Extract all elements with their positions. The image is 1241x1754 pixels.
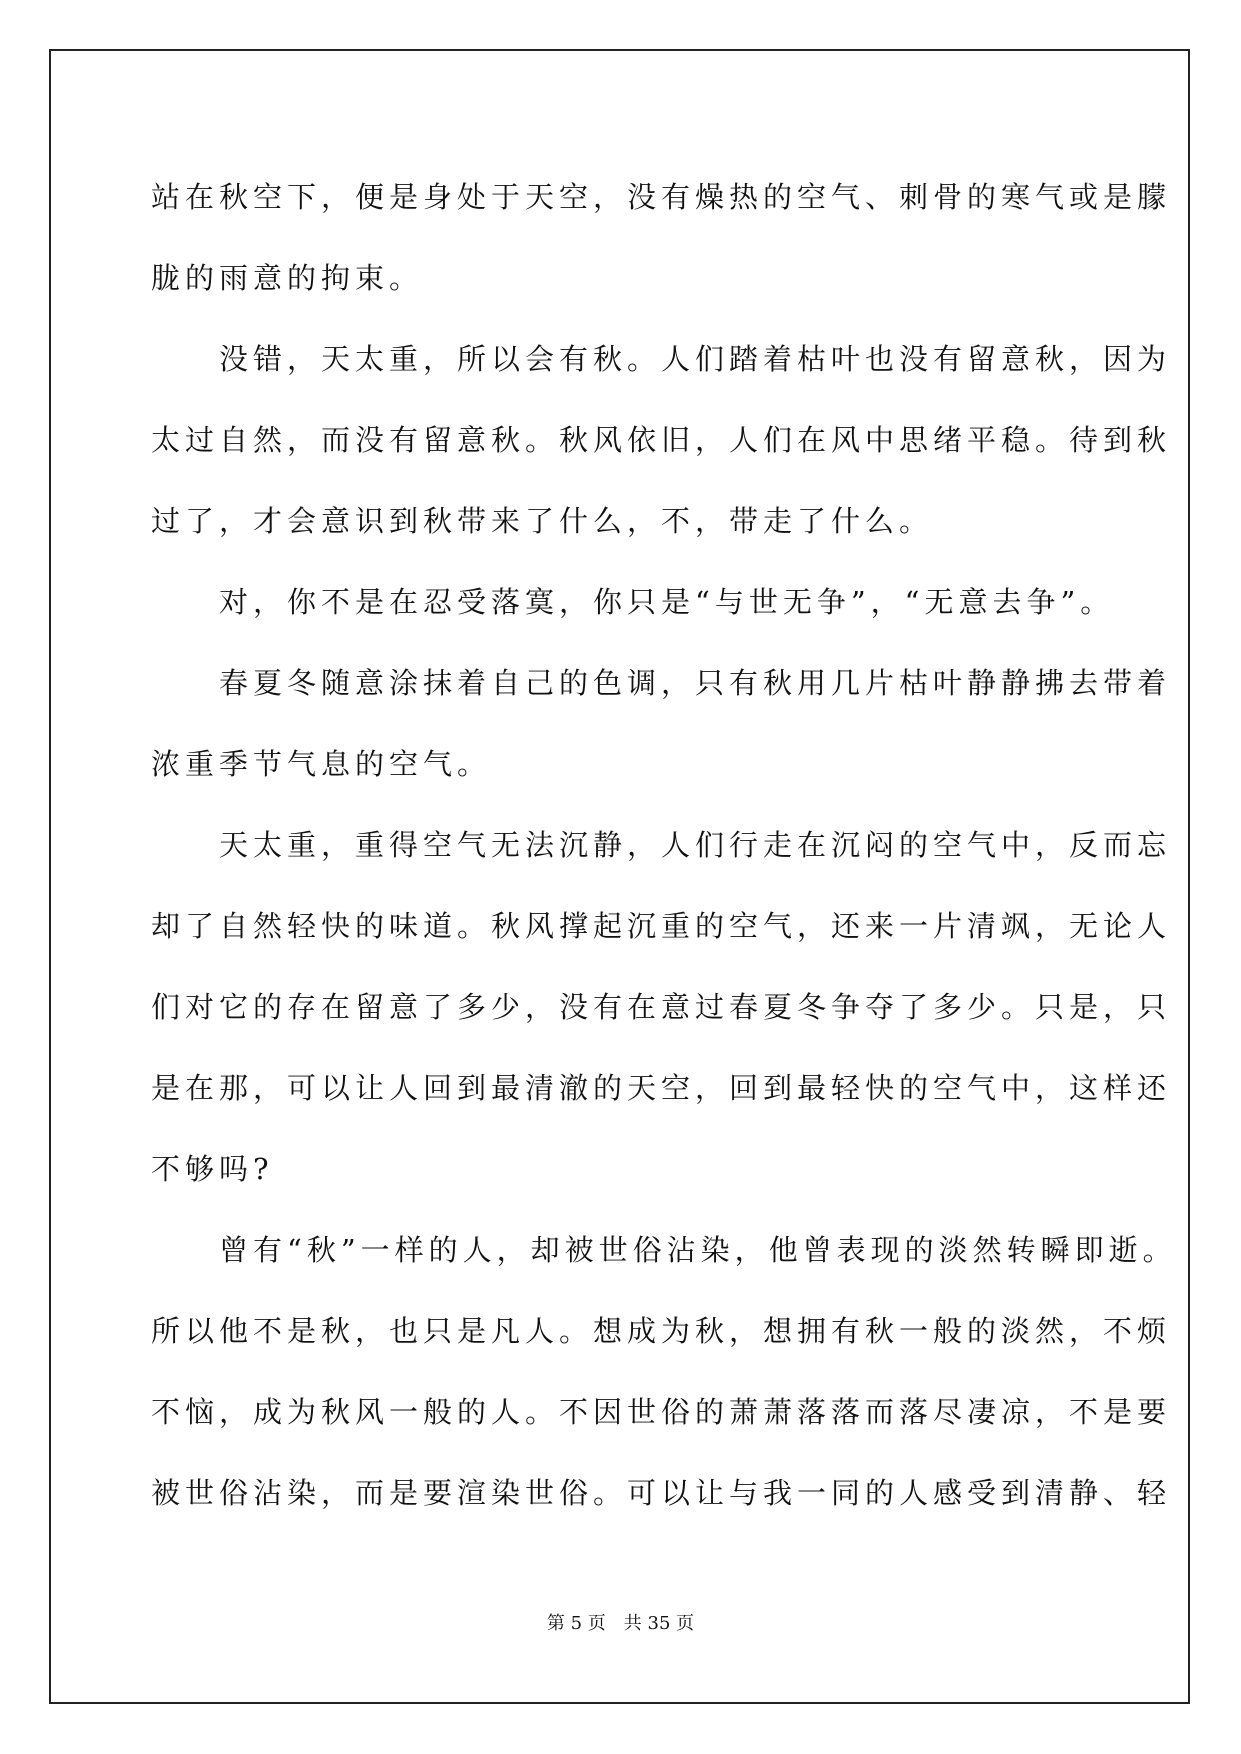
text-line: 对，你不是在忍受落寞，你只是“与世无争”，“无意去争”。	[151, 585, 1115, 619]
text-line: 胧的雨意的拘束。	[151, 261, 424, 295]
text-line: 不恼，成为秋风一般的人。不因世俗的萧萧落落而落尽凄凉，不是要	[151, 1395, 1172, 1429]
text-line: 们对它的存在留意了多少，没有在意过春夏冬争夺了多少。只是，只	[151, 990, 1172, 1024]
text-line: 过了，才会意识到秋带来了什么，不，带走了什么。	[151, 504, 934, 538]
text-line: 所以他不是秋，也只是凡人。想成为秋，想拥有秋一般的淡然，不烦	[151, 1314, 1172, 1348]
text-line: 太过自然，而没有留意秋。秋风依旧，人们在风中思绪平稳。待到秋	[151, 423, 1172, 457]
text-line: 却了自然轻快的味道。秋风撑起沉重的空气，还来一片清飒，无论人	[151, 909, 1172, 943]
body-text	[151, 157, 1177, 1534]
text-line: 不够吗?	[151, 1152, 274, 1186]
text-line: 没错，天太重，所以会有秋。人们踏着枯叶也没有留意秋，因为	[151, 342, 1172, 376]
text-line: 站在秋空下，便是身处于天空，没有燥热的空气、刺骨的寒气或是朦	[151, 180, 1172, 214]
text-line: 春夏冬随意涂抹着自己的色调，只有秋用几片枯叶静静拂去带着	[151, 666, 1172, 700]
text-line: 曾有“秋”一样的人，却被世俗沾染，他曾表现的淡然转瞬即逝。	[151, 1233, 1177, 1267]
text-line: 天太重，重得空气无法沉静，人们行走在沉闷的空气中，反而忘	[151, 828, 1172, 862]
text-line: 浓重季节气息的空气。	[151, 747, 492, 781]
text-line: 是在那，可以让人回到最清澈的天空，回到最轻快的空气中，这样还	[151, 1071, 1172, 1105]
page-number: 第 5 页 共 35 页	[546, 1613, 695, 1634]
text-line: 被世俗沾染，而是要渲染世俗。可以让与我一同的人感受到清静、轻	[151, 1476, 1172, 1510]
